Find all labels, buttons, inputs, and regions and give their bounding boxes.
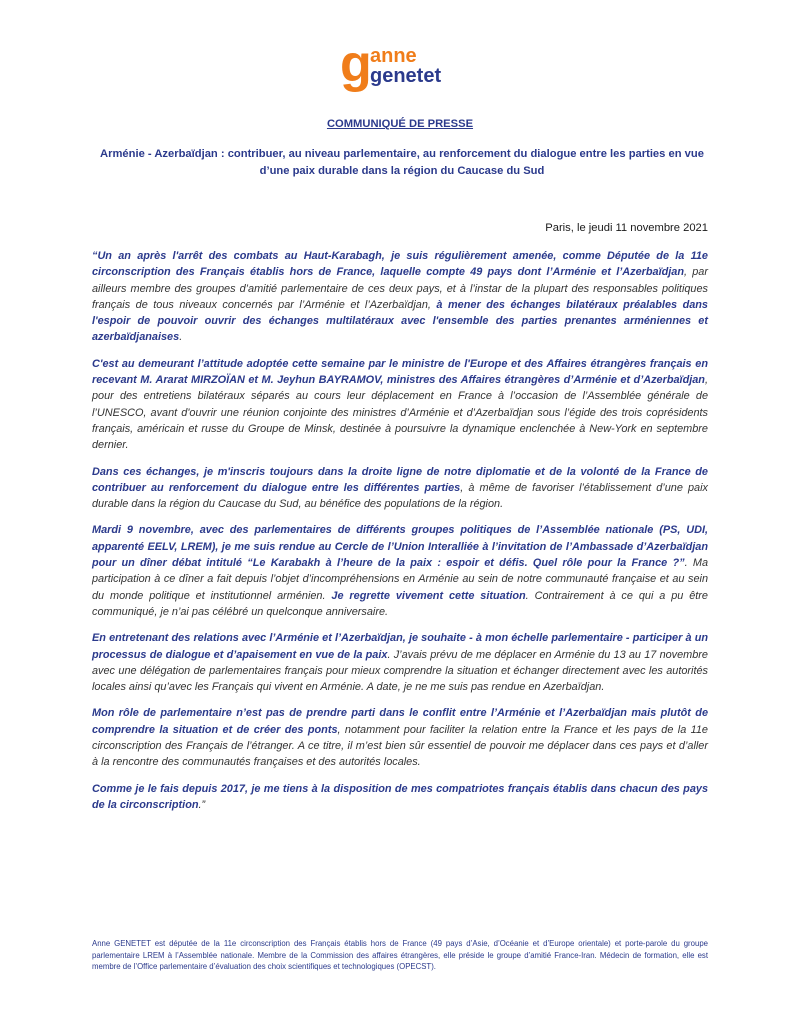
emphasized-text: En entretenant des relations avec l’Arménie et l’Azerbaïdjan, je souhaite - à mon échelle parlementaire - participer à un processus de dialogue et d’apaisement en vue de la paix	[92, 632, 708, 661]
emphasized-text: Mon rôle de parlementaire n’est pas de prendre parti dans le conflit entre l’Arménie et l’Azerbaïdjan mais plutôt de comprendre la situation et de créer des ponts	[92, 707, 708, 736]
body-text-run: , notamment pour faciliter la relation entre la France et les pays de la 11e circonscription des Français de l’étranger. A ce titre, il m’est bien sûr essentiel de pouvoir me déplacer dans ces pays et d’aller à la rencontre des communautés françaises et des autorités locales.	[92, 723, 708, 769]
logo-genetet: genetet	[370, 65, 442, 87]
body-paragraph	[92, 464, 708, 513]
dateline: Paris, le jeudi 11 novembre 2021	[545, 222, 708, 234]
logo-anne: anne	[370, 45, 417, 67]
emphasized-text: Comme je le fais depuis 2017, je me tiens à la disposition de mes compatriotes français établis dans chacun des pays de la circonscription	[92, 782, 708, 811]
emphasized-text: à mener des échanges bilatéraux préalables dans l'espoir de pouvoir ouvrir des échanges multilatéraux avec l'ensemble des parties prenantes arméniennes et azerbaïdjanaises	[92, 298, 708, 344]
emphasized-text: “Un an après l'arrêt des combats au Haut-Karabagh, je suis régulièrement amenée, comme Députée de la 11e circonscription des Français établis hors de France, laquelle compte 49 pays dont l’Arménie et l’Azerbaïdjan	[92, 250, 708, 279]
emphasized-text: Mardi 9 novembre, avec des parlementaires de différents groupes politiques de l’Assemblée nationale (PS, UDI, apparenté EELV, LREM), je me suis rendue au Cercle de l’Union Interalliée à l’invitation de l’Ambassade d’Azerbaïdjan pour un dîner débat intitulé “Le Karabakh à l’heure de la paix : espoir et défis. Quel rôle pour la France ?”	[92, 524, 708, 570]
body-paragraph	[92, 356, 708, 454]
body-text-run: . J’avais prévu de me déplacer en Arménie du 13 au 17 novembre avec une délégation de parlementaires français pour mieux comprendre la situation et échanger directement avec les autorités locales ainsi qu’avec les Français qui vivent en Arménie. A date, je ne me suis pas rendue en Azerbaïdjan.	[92, 648, 708, 694]
body-text-run: , à même de favoriser l’établissement d’une paix durable dans la région du Caucase du Sud, au bénéfice des populations de la région.	[92, 481, 708, 511]
body-text-run: .	[179, 331, 183, 344]
body-paragraph	[92, 630, 708, 695]
body-text-run: , par ailleurs membre des groupes d’amitié parlementaire de ces deux pays, et à l’instar de la plupart des responsables politiques français de tous niveaux concernés par l’Arménie et l’Azerbaïdjan,	[92, 266, 708, 311]
body-text-run: . Ma participation à ce dîner a fait depuis l’objet d’incompréhensions en Arménie au sein de notre communauté française et au sein du monde politique et institutionnel arménien.	[92, 557, 708, 602]
body-paragraph	[92, 248, 708, 346]
logo-g-mark: g	[340, 35, 370, 93]
press-release-subtitle: Arménie - Azerbaïdjan : contribuer, au niveau parlementaire, au renforcement du dialogue entre les parties en vue d’une paix durable dans la région du Caucase du Sud	[100, 148, 704, 177]
emphasized-text: C'est au demeurant l’attitude adoptée cette semaine par le ministre de l'Europe et des Affaires étrangères français en recevant M. Ararat MIRZOÏAN et M. Jeyhun BAYRAMOV, ministres des Affaires étrangères d’Arménie et d’Azerbaïdjan	[92, 357, 708, 387]
footer-bio: Anne GENETET est députée de la 11e circonscription des Français établis hors de France (49 pays d’Asie, d’Océanie et d’Europe orientale) et porte-parole du groupe parlementaire LREM à l’Assemblée nationale. Membre de la Commission des affaires étrangères, elle préside le groupe d’amitié France-Iran. Médecin de formation, elle est membre de l’Office parlementaire d’évaluation des choix scientifiques et technologiques (OPECST).	[92, 939, 708, 971]
body-text-run: , pour des entretiens bilatéraux séparés au cours leur déplacement en France à l’occasion de l’Assemblée générale de l’UNESCO, avant d'ouvrir une réunion conjointe des ministres d’Arménie et d’Azerbaïdjan sous l’égide des trois coprésidents français, américain et russe du Groupe de Minsk, destinée à poursuivre la dynamique enclenchée à New-York en septembre dernier.	[92, 374, 708, 452]
body-text	[92, 248, 708, 823]
body-text-run: .”	[198, 798, 206, 811]
body-paragraph	[92, 705, 708, 770]
logo	[340, 35, 480, 96]
emphasized-text: Je regrette vivement cette situation	[331, 589, 526, 602]
body-paragraph	[92, 522, 708, 620]
body-text-run: . Contrairement à ce qui a pu être communiqué, je n’ai pas célébré un quelconque anniversaire.	[92, 589, 708, 618]
body-paragraph	[92, 781, 708, 814]
emphasized-text: Dans ces échanges, je m'inscris toujours dans la droite ligne de notre diplomatie et de la volonté de la France de contribuer au renforcement du dialogue entre les différentes parties	[92, 465, 708, 494]
press-release-title: COMMUNIQUÉ DE PRESSE	[326, 118, 474, 130]
